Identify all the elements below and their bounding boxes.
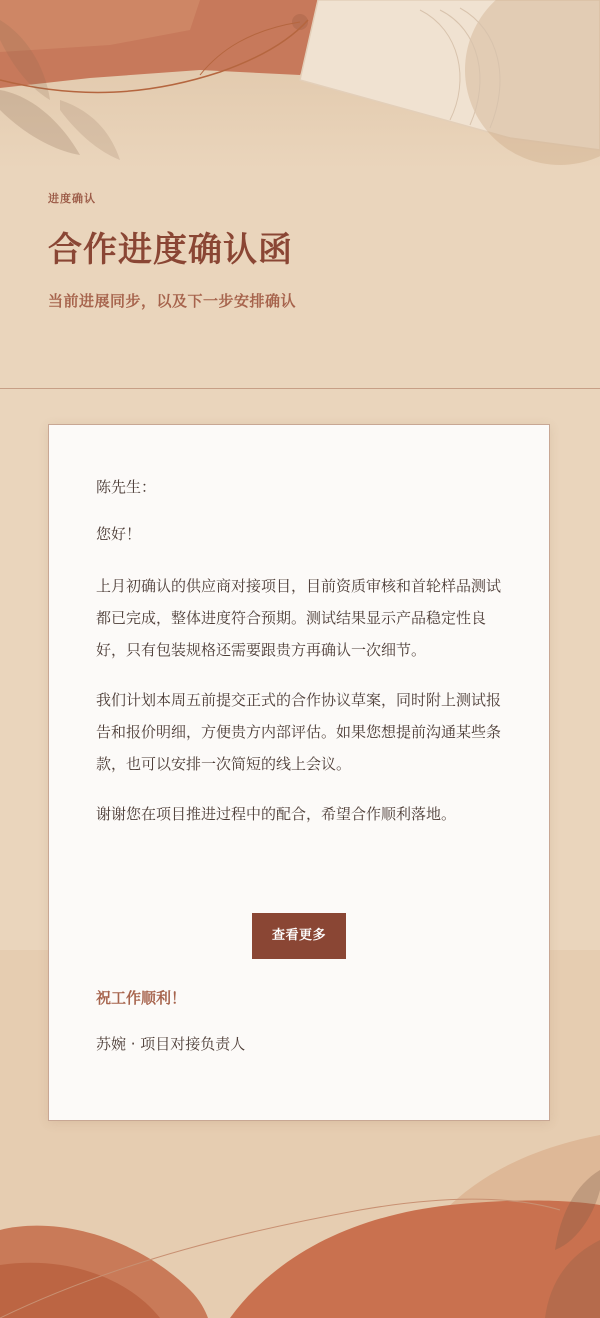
page-header [48, 190, 552, 311]
letter-signature: 苏婉 · 项目对接负责人 [96, 1035, 246, 1053]
letter-card [48, 424, 550, 1121]
cta-container [49, 913, 549, 959]
leaf-shadow-1 [0, 90, 80, 155]
page-subtitle: 当前进展同步，以及下一步安排确认 [48, 292, 297, 310]
header-divider [0, 388, 600, 389]
tag-card-circle [465, 0, 600, 165]
eyebrow-label: 进度确认 [48, 192, 96, 205]
letter-closing: 祝工作顺利！ [96, 989, 187, 1007]
letter-paragraph: 上月初确认的供应商对接项目，目前资质审核和首轮样品测试都已完成，整体进度符合预期。测试结果显示产品稳定性良好，只有包装规格还需要跟贵方再确认一次细节。 [96, 577, 502, 659]
letter-body [96, 471, 506, 848]
letter-greeting: 您好！ [96, 525, 142, 543]
view-more-button[interactable]: 查看更多 [252, 913, 346, 959]
letter-salutation: 陈先生： [96, 478, 157, 496]
letter-paragraph: 我们计划本周五前提交正式的合作协议草案，同时附上测试报告和报价明细，方便贵方内部评估。如果您想提前沟通某些条款，也可以安排一次简短的线上会议。 [96, 691, 502, 773]
page-title: 合作进度确认函 [48, 230, 293, 270]
letter-paragraph: 谢谢您在项目推进过程中的配合，希望合作顺利落地。 [96, 805, 457, 823]
